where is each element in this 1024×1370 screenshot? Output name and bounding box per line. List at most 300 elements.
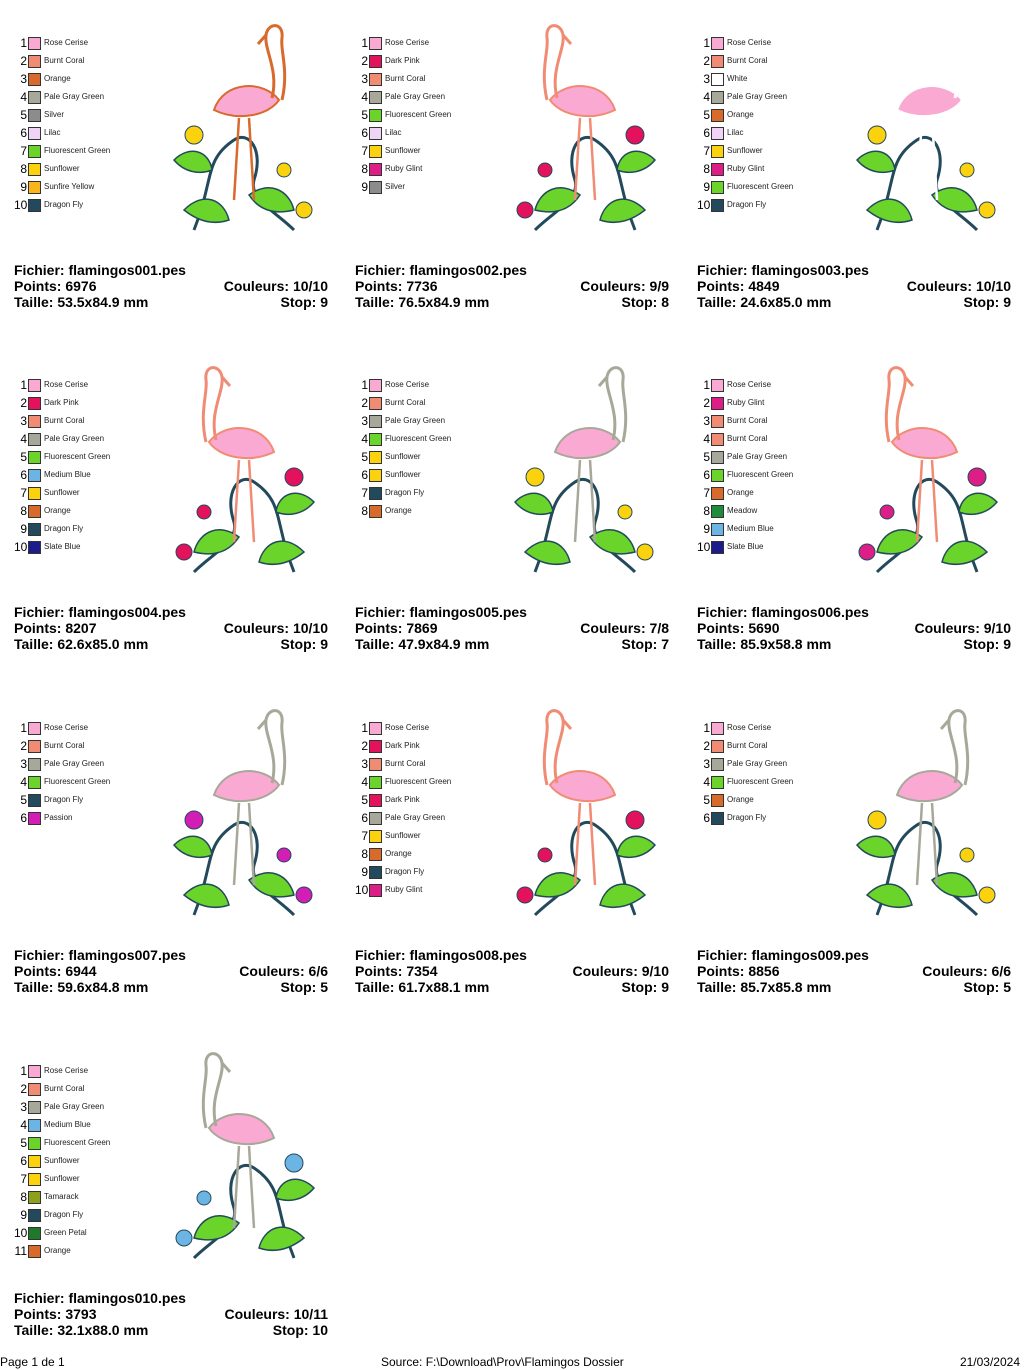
color-row	[14, 484, 134, 502]
colors-label: Couleurs:	[906, 278, 976, 294]
design-info	[14, 262, 328, 310]
color-swatch	[711, 397, 724, 410]
flamingo-embroidery-image	[495, 10, 675, 240]
color-number: 2	[361, 54, 368, 68]
color-swatch	[369, 55, 382, 68]
color-swatch	[711, 740, 724, 753]
flamingo-embroidery-image	[837, 10, 1017, 240]
design-card	[14, 352, 334, 652]
color-name: Burnt Coral	[727, 434, 768, 443]
colors-label: Couleurs:	[224, 1306, 294, 1322]
color-swatch	[711, 541, 724, 554]
points-value: 8856	[748, 963, 780, 979]
color-name: Burnt Coral	[727, 416, 768, 425]
color-name: Burnt Coral	[385, 759, 426, 768]
color-row	[355, 791, 475, 809]
flamingo-embroidery-image	[837, 352, 1017, 582]
color-row	[14, 520, 134, 538]
color-name: Slate Blue	[727, 542, 764, 551]
color-row	[14, 178, 134, 196]
color-swatch	[711, 505, 724, 518]
color-swatch	[28, 163, 41, 176]
source-path: Source: F:\Download\Prov\Flamingos Dossier	[381, 1355, 624, 1369]
color-swatch	[369, 451, 382, 464]
color-swatch	[28, 73, 41, 86]
size-value: 47.9x84.9 mm	[398, 636, 490, 652]
color-name: Burnt Coral	[727, 56, 768, 65]
stop-value: 8	[661, 294, 669, 310]
color-row	[14, 196, 134, 214]
color-row	[697, 466, 817, 484]
color-row	[14, 394, 134, 412]
points-label: Points:	[697, 963, 749, 979]
color-name: Burnt Coral	[44, 56, 85, 65]
color-number: 3	[703, 414, 710, 428]
color-row	[355, 88, 475, 106]
color-number: 2	[20, 739, 27, 753]
color-row	[355, 484, 475, 502]
color-row	[14, 124, 134, 142]
color-swatch	[28, 1191, 41, 1204]
color-name: Pale Gray Green	[727, 92, 788, 101]
color-name: Dragon Fly	[385, 867, 425, 876]
color-swatch	[369, 722, 382, 735]
design-info	[14, 1290, 328, 1338]
color-swatch	[711, 73, 724, 86]
color-swatch	[28, 758, 41, 771]
color-name: Rose Cerise	[727, 723, 772, 732]
color-swatch	[28, 433, 41, 446]
color-name: Orange	[44, 506, 71, 515]
size-label: Taille:	[697, 294, 741, 310]
design-card	[697, 352, 1017, 652]
color-row	[697, 809, 817, 827]
color-row	[697, 142, 817, 160]
colors-value: 9/10	[641, 963, 669, 979]
design-info	[697, 947, 1011, 995]
color-number: 2	[361, 396, 368, 410]
points-label: Points:	[697, 278, 749, 294]
color-number: 9	[20, 1208, 27, 1222]
color-row	[355, 34, 475, 52]
color-row	[697, 484, 817, 502]
colors-label: Couleurs:	[580, 620, 650, 636]
color-number: 8	[361, 504, 368, 518]
color-number: 5	[703, 793, 710, 807]
color-number: 1	[361, 36, 368, 50]
color-name: Dragon Fly	[44, 524, 84, 533]
color-name: Dark Pink	[385, 741, 420, 750]
color-number: 5	[20, 108, 27, 122]
color-number: 4	[20, 90, 27, 104]
color-name: Ruby Glint	[727, 164, 765, 173]
color-number: 6	[703, 468, 710, 482]
color-name: Meadow	[727, 506, 758, 515]
color-number: 5	[703, 108, 710, 122]
color-swatch	[28, 109, 41, 122]
color-number: 2	[703, 396, 710, 410]
color-number: 1	[703, 378, 710, 392]
stop-value: 7	[661, 636, 669, 652]
color-number: 8	[20, 162, 27, 176]
color-number: 1	[703, 36, 710, 50]
file-label: Fichier:	[14, 947, 69, 963]
points-value: 7354	[406, 963, 438, 979]
color-row	[14, 52, 134, 70]
size-value: 62.6x85.0 mm	[57, 636, 149, 652]
color-name: Fluorescent Green	[44, 1138, 111, 1147]
color-number: 8	[703, 504, 710, 518]
file-label: Fichier:	[14, 1290, 69, 1306]
color-swatch	[711, 199, 724, 212]
color-name: Orange	[727, 488, 754, 497]
color-number: 5	[703, 450, 710, 464]
color-row	[697, 52, 817, 70]
file-label: Fichier:	[697, 604, 752, 620]
color-number: 8	[703, 162, 710, 176]
color-number: 5	[361, 793, 368, 807]
flamingo-embroidery-image	[154, 695, 334, 925]
colors-label: Couleurs:	[572, 963, 642, 979]
color-swatch	[711, 127, 724, 140]
color-swatch	[711, 415, 724, 428]
design-card	[355, 352, 675, 652]
color-swatch	[711, 487, 724, 500]
color-name: Pale Gray Green	[44, 92, 105, 101]
file-name: flamingos010.pes	[68, 1290, 186, 1306]
stop-label: Stop:	[621, 979, 662, 995]
color-number: 9	[703, 522, 710, 536]
color-row	[14, 737, 134, 755]
design-info	[697, 262, 1011, 310]
stop-label: Stop:	[621, 636, 662, 652]
color-swatch	[711, 812, 724, 825]
color-row	[697, 448, 817, 466]
design-info	[355, 947, 669, 995]
color-row	[697, 412, 817, 430]
stop-label: Stop:	[963, 294, 1004, 310]
color-row	[697, 124, 817, 142]
color-name: Rose Cerise	[44, 723, 89, 732]
color-number: 6	[703, 811, 710, 825]
color-row	[697, 106, 817, 124]
color-number: 3	[703, 757, 710, 771]
color-name: Lilac	[727, 128, 744, 137]
size-label: Taille:	[14, 1322, 58, 1338]
color-name: Dark Pink	[385, 56, 420, 65]
color-row	[14, 791, 134, 809]
color-row	[355, 178, 475, 196]
color-number: 3	[361, 414, 368, 428]
color-name: Medium Blue	[44, 1120, 91, 1129]
color-swatch	[711, 722, 724, 735]
color-number: 7	[20, 144, 27, 158]
color-row	[14, 809, 134, 827]
color-name: Burnt Coral	[44, 416, 85, 425]
color-name: Dragon Fly	[727, 200, 767, 209]
color-swatch	[28, 1101, 41, 1114]
color-swatch	[711, 37, 724, 50]
points-value: 7869	[406, 620, 438, 636]
color-number: 6	[361, 811, 368, 825]
color-name: Sunflower	[385, 470, 421, 479]
color-row	[355, 70, 475, 88]
flamingo-embroidery-image	[154, 10, 334, 240]
color-name: Rose Cerise	[44, 38, 89, 47]
color-swatch	[369, 379, 382, 392]
color-name: Burnt Coral	[727, 741, 768, 750]
color-swatch	[369, 397, 382, 410]
color-number: 4	[361, 775, 368, 789]
color-number: 3	[20, 414, 27, 428]
print-date: 21/03/2024	[959, 1355, 1020, 1369]
color-number: 8	[20, 1190, 27, 1204]
color-swatch	[369, 794, 382, 807]
color-swatch	[711, 91, 724, 104]
color-row	[14, 755, 134, 773]
color-row	[697, 791, 817, 809]
color-number: 7	[703, 144, 710, 158]
color-name: Sunflower	[385, 831, 421, 840]
size-value: 32.1x88.0 mm	[57, 1322, 149, 1338]
file-name: flamingos001.pes	[68, 262, 186, 278]
color-name: Orange	[44, 1246, 71, 1255]
color-row	[14, 106, 134, 124]
color-swatch	[28, 1155, 41, 1168]
file-label: Fichier:	[697, 262, 752, 278]
color-row	[355, 863, 475, 881]
stop-label: Stop:	[280, 636, 321, 652]
color-swatch	[369, 109, 382, 122]
size-value: 85.9x58.8 mm	[740, 636, 832, 652]
color-swatch	[369, 127, 382, 140]
color-row	[14, 466, 134, 484]
file-label: Fichier:	[14, 604, 69, 620]
file-name: flamingos008.pes	[409, 947, 527, 963]
design-card	[14, 1038, 334, 1338]
color-row	[355, 827, 475, 845]
design-info	[14, 947, 328, 995]
color-row	[355, 773, 475, 791]
color-swatch	[28, 199, 41, 212]
color-row	[355, 52, 475, 70]
color-number: 1	[20, 378, 27, 392]
color-number: 9	[20, 522, 27, 536]
color-row	[355, 160, 475, 178]
colors-value: 10/10	[975, 278, 1011, 294]
color-name: Lilac	[385, 128, 402, 137]
color-swatch	[369, 469, 382, 482]
size-value: 53.5x84.9 mm	[57, 294, 149, 310]
color-number: 4	[20, 432, 27, 446]
color-name: Dark Pink	[385, 795, 420, 804]
points-value: 7736	[406, 278, 438, 294]
color-row	[697, 430, 817, 448]
color-number: 10	[697, 198, 711, 212]
color-row	[14, 1062, 134, 1080]
points-value: 8207	[65, 620, 97, 636]
file-name: flamingos004.pes	[68, 604, 186, 620]
color-swatch	[711, 758, 724, 771]
size-label: Taille:	[355, 294, 399, 310]
color-row	[14, 160, 134, 178]
points-value: 5690	[748, 620, 780, 636]
color-name: Fluorescent Green	[727, 777, 794, 786]
color-number: 4	[361, 432, 368, 446]
design-card	[697, 10, 1017, 310]
color-number: 7	[20, 486, 27, 500]
color-row	[355, 448, 475, 466]
color-number: 2	[20, 1082, 27, 1096]
points-label: Points:	[355, 620, 407, 636]
color-swatch	[711, 379, 724, 392]
color-name: Fluorescent Green	[44, 777, 111, 786]
color-number: 4	[703, 432, 710, 446]
color-name: Ruby Glint	[385, 885, 423, 894]
color-number: 1	[20, 1064, 27, 1078]
color-number: 7	[361, 144, 368, 158]
color-row	[355, 124, 475, 142]
color-name: Dragon Fly	[44, 1210, 84, 1219]
color-number: 2	[361, 739, 368, 753]
color-row	[697, 538, 817, 556]
color-number: 10	[14, 540, 28, 554]
color-row	[355, 845, 475, 863]
color-name: Rose Cerise	[727, 380, 772, 389]
color-row	[14, 448, 134, 466]
color-swatch	[369, 848, 382, 861]
color-number: 7	[20, 1172, 27, 1186]
color-number: 6	[703, 126, 710, 140]
color-row	[14, 1170, 134, 1188]
points-label: Points:	[697, 620, 749, 636]
color-name: Dragon Fly	[44, 795, 84, 804]
color-name: Fluorescent Green	[385, 110, 452, 119]
color-number: 4	[20, 775, 27, 789]
color-name: Pale Gray Green	[385, 92, 446, 101]
color-row	[697, 502, 817, 520]
color-swatch	[369, 830, 382, 843]
color-row	[14, 1080, 134, 1098]
color-name: Silver	[44, 110, 65, 119]
points-label: Points:	[14, 1306, 66, 1322]
colors-value: 9/9	[649, 278, 669, 294]
color-row	[14, 1152, 134, 1170]
file-label: Fichier:	[14, 262, 69, 278]
size-value: 59.6x84.8 mm	[57, 979, 149, 995]
color-swatch	[711, 523, 724, 536]
color-name: Burnt Coral	[44, 741, 85, 750]
color-row	[355, 502, 475, 520]
color-name: Orange	[385, 849, 412, 858]
size-value: 85.7x85.8 mm	[740, 979, 832, 995]
color-name: Dark Pink	[44, 398, 79, 407]
color-swatch	[369, 776, 382, 789]
design-card	[14, 10, 334, 310]
points-value: 4849	[748, 278, 780, 294]
color-swatch	[369, 758, 382, 771]
color-number: 6	[361, 468, 368, 482]
color-number: 9	[361, 865, 368, 879]
size-label: Taille:	[355, 636, 399, 652]
color-number: 3	[20, 72, 27, 86]
color-name: Sunfire Yellow	[44, 182, 95, 191]
color-number: 3	[361, 757, 368, 771]
color-name: Burnt Coral	[44, 1084, 85, 1093]
color-swatch	[369, 145, 382, 158]
size-label: Taille:	[355, 979, 399, 995]
color-number: 3	[361, 72, 368, 86]
color-swatch	[28, 379, 41, 392]
colors-label: Couleurs:	[922, 963, 992, 979]
color-number: 1	[361, 378, 368, 392]
color-swatch	[711, 145, 724, 158]
color-row	[355, 430, 475, 448]
file-name: flamingos005.pes	[409, 604, 527, 620]
file-name: flamingos003.pes	[751, 262, 869, 278]
color-swatch	[28, 794, 41, 807]
colors-label: Couleurs:	[580, 278, 650, 294]
color-number: 10	[355, 883, 369, 897]
color-swatch	[369, 73, 382, 86]
color-swatch	[28, 1173, 41, 1186]
color-row	[697, 160, 817, 178]
file-name: flamingos002.pes	[409, 262, 527, 278]
design-info	[697, 604, 1011, 652]
color-name: Medium Blue	[44, 470, 91, 479]
color-row	[697, 88, 817, 106]
color-number: 1	[361, 721, 368, 735]
color-number: 9	[20, 180, 27, 194]
color-swatch	[28, 1119, 41, 1132]
color-row	[697, 196, 817, 214]
color-row	[14, 88, 134, 106]
color-name: Orange	[385, 506, 412, 515]
color-swatch	[28, 145, 41, 158]
color-row	[355, 881, 475, 899]
points-label: Points:	[14, 620, 66, 636]
color-swatch	[711, 451, 724, 464]
color-number: 2	[703, 739, 710, 753]
colors-value: 10/10	[292, 620, 328, 636]
colors-label: Couleurs:	[239, 963, 309, 979]
color-number: 10	[697, 540, 711, 554]
color-swatch	[369, 37, 382, 50]
color-swatch	[28, 1065, 41, 1078]
color-name: Ruby Glint	[385, 164, 423, 173]
color-swatch	[369, 740, 382, 753]
color-swatch	[369, 433, 382, 446]
design-info	[355, 604, 669, 652]
size-label: Taille:	[697, 636, 741, 652]
page-number: Page 1 de 1	[0, 1355, 65, 1369]
color-row	[697, 376, 817, 394]
flamingo-embroidery-image	[495, 695, 675, 925]
color-name: Pale Gray Green	[727, 759, 788, 768]
color-row	[697, 178, 817, 196]
stop-value: 9	[1003, 294, 1011, 310]
color-number: 7	[361, 486, 368, 500]
color-row	[697, 520, 817, 538]
size-label: Taille:	[14, 979, 58, 995]
colors-label: Couleurs:	[914, 620, 984, 636]
color-swatch	[28, 469, 41, 482]
color-row	[697, 719, 817, 737]
color-swatch	[28, 451, 41, 464]
color-number: 10	[14, 198, 28, 212]
colors-value: 10/10	[292, 278, 328, 294]
color-number: 8	[20, 504, 27, 518]
